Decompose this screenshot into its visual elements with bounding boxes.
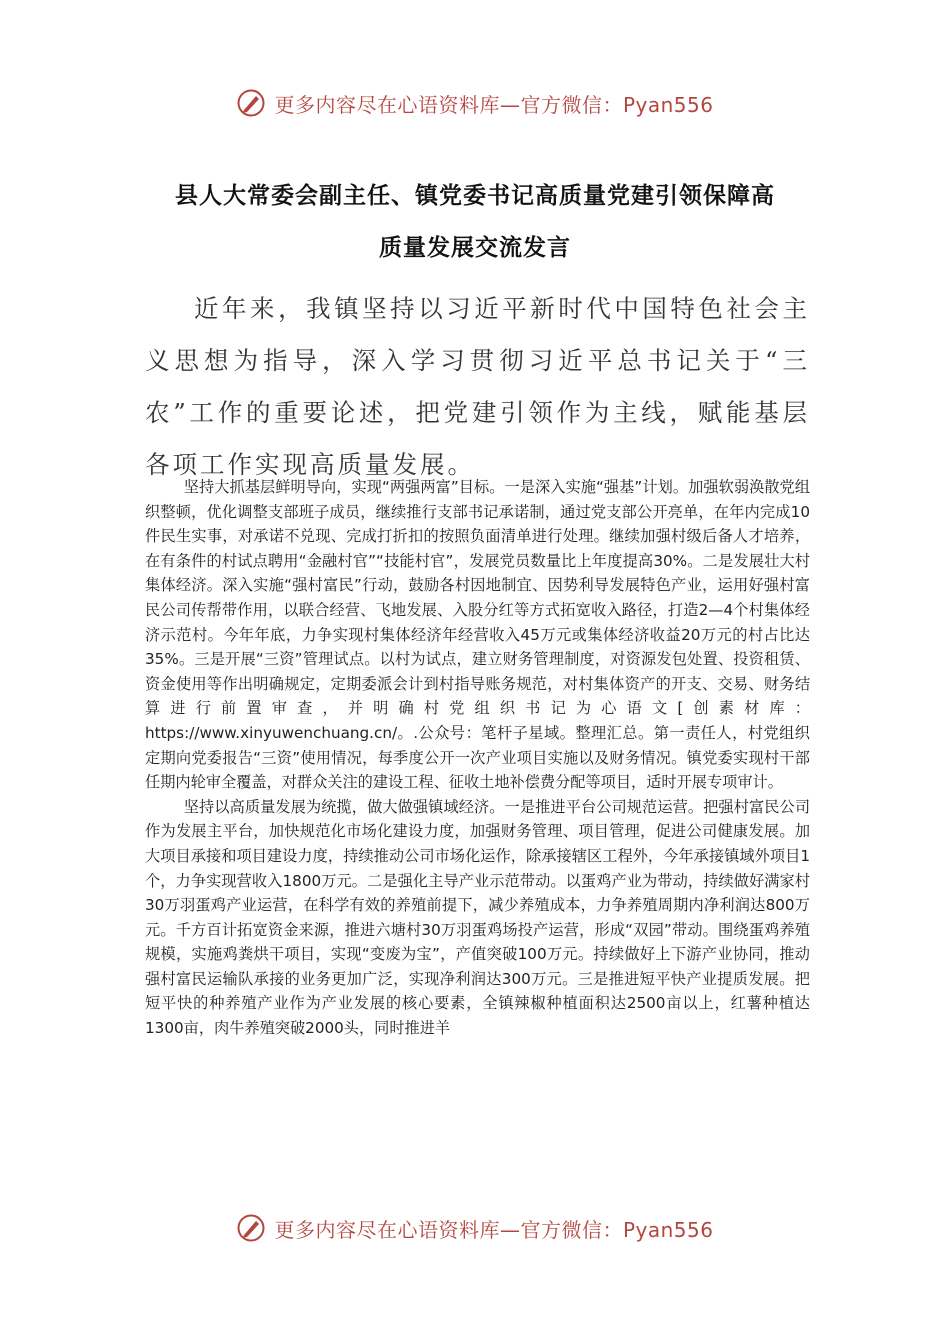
pen-logo-icon (236, 88, 266, 118)
watermark-text: 更多内容尽在心语资料库—官方微信：Pyan556 (274, 1217, 714, 1242)
document-title (140, 170, 810, 274)
watermark-text: 更多内容尽在心语资料库—官方微信：Pyan556 (274, 92, 714, 117)
pen-logo-icon (236, 1213, 266, 1243)
body-paragraph: 坚持以高质量发展为统揽，做大做强镇域经济。一是推进平台公司规范运营。把强村富民公司作为发展主平台，加快规范化市场化建设力度，加强财务管理、项目管理，促进公司健康发展。加大项目承接和项目建设力度，持续推动公司市场化运作，除承接辖区工程外，今年承接镇域外项目1个，力争实现营收入1800万元。二是强化主导产业示范带动。以蛋鸡产业为带动，持续做好满家村30万羽蛋鸡产业运营，在科学有效的养殖前提下，减少养殖成本，力争养殖周期内净利润达800万元。千方百计拓宽资金来源，推进六塘村30万羽蛋鸡场投产运营，形成“双园”带动。围绕蛋鸡养殖规模，实施鸡粪烘干项目，实现“变废为宝”，产值突破100万元。持续做好上下游产业协同，推动强村富民运输队承接的业务更加广泛，实现净利润达300万元。三是推进短平快产业提质发展。把短平快的种养殖产业作为产业发展的核心要素，全镇辣椒种植面积达2500亩以上，红薯种植达1300亩，肉牛养殖突破2000头，同时推进羊 (145, 797, 810, 1038)
header-watermark (0, 83, 950, 123)
body-paragraph: 坚持大抓基层鲜明导向，实现“两强两富”目标。一是深入实施“强基”计划。加强软弱涣散党组织整顿，优化调整支部班子成员，继续推行支部书记承诺制，通过党支部公开亮单，在年内完成10件民生实事，对承诺不兑现、完成打折扣的按照负面清单进行处理。继续加强村级后备人才培养，在有条件的村试点聘用“金融村官”“技能村官”，发展党员数量比上年度提高30%。二是发展壮大村集体经济。深入实施“强村富民”行动，鼓励各村因地制宜、因势利导发展特色产业，运用好强村富民公司传帮带作用，以联合经营、飞地发展、入股分红等方式拓宽收入路径，打造2—4个村集体经济示范村。今年年底，力争实现村集体经济年经营收入45万元或集体经济收益20万元的村占比达35%。三是开展“三资”管理试点。以村为试点，建立财务管理制度，对资源发包处置、投资租赁、资金使用等作出明确规定，定期委派会计到村指导账务规范，对村集体资产的开支、交易、财务结算进行前置审查，并明确村党组织书记为心语文[创素材库：https://www.xinyuwenchuang.cn/。.公众号：笔杆子星域。整理汇总。第一责任人，村党组织定期向党委报告“三资”使用情况，每季度公开一次产业项目实施以及财务情况。镇党委实现村干部任期内轮审全覆盖，对群众关注的建设工程、征收土地补偿费分配等项目，适时开展专项审计。 (145, 478, 810, 792)
title-line-1: 县人大常委会副主任、镇党委书记高质量党建引领保障高 (175, 183, 775, 209)
footer-watermark (0, 1208, 950, 1248)
document-body (145, 475, 810, 1041)
intro-paragraph: 近年来，我镇坚持以习近平新时代中国特色社会主义思想为指导，深入学习贯彻习近平总书记关于“三农”工作的重要论述，把党建引领作为主线，赋能基层各项工作实现高质量发展。 (145, 294, 810, 479)
title-line-2: 质量发展交流发言 (379, 235, 571, 261)
